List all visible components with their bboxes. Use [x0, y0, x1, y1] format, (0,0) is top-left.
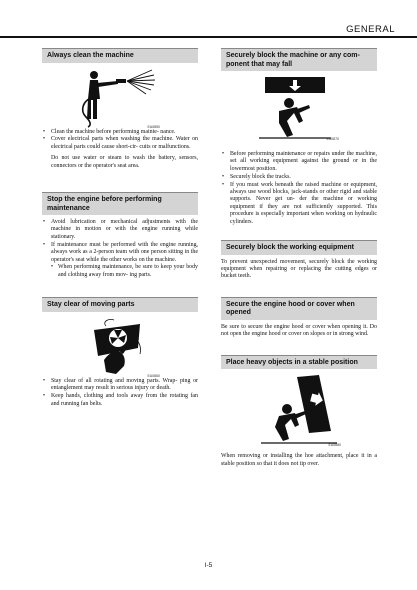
header-title: GENERAL — [346, 24, 395, 35]
bullet: • Stay clear of all rotating and moving parts. Wrap- ping or entanglement may result in serious injury or death. — [42, 378, 198, 393]
bullet: • Keep hands, clothing and tools away from the rotating fan and running fan belts. — [42, 393, 198, 408]
page-number: I-5 — [204, 562, 213, 569]
section-title: Place heavy objects in a stable position — [221, 355, 377, 370]
paragraph: To prevent unexpected movement, securely block the working equipment when repairing or replacing the cutting edges or bucket teeth. — [221, 258, 377, 280]
washing-figure — [80, 67, 160, 129]
section-title: Always clean the machine — [42, 48, 198, 63]
fan-hazard-icon — [80, 316, 160, 378]
washer-person-icon — [80, 67, 160, 129]
section-engine-hood — [221, 297, 377, 339]
fan-figure — [80, 316, 160, 378]
section-block-equipment — [221, 240, 377, 281]
figure-code: EA0850 — [147, 124, 160, 129]
bullet: • If maintenance must be performed with the engine running, always work as a 2-person team with one person sitting in the operator's seat while the other works on the machine. — [42, 242, 198, 264]
falling-load-icon — [259, 75, 339, 141]
section-title: Stop the engine before performing maintenance — [42, 192, 198, 215]
figure-code: EA0880 — [328, 443, 341, 448]
bullet: • If you must work beneath the raised machine or equipment, always use wood blocks, jack-stands or other rigid and stable supports. Never get un- der the machine or working equipment if they are not sufficiently supported. This procedure is especially important when working on hydraulic cylinders. — [221, 182, 377, 226]
tipping-object-icon — [257, 373, 341, 447]
left-column — [42, 48, 198, 412]
paragraph: Be sure to secure the engine hood or cover when opening it. Do not open the engine hood or cover on slopes or in strong wind. — [221, 323, 377, 338]
bullet: • Securely block the tracks. — [221, 174, 377, 181]
bullet: • Clean the machine before performing mainte- nance. — [42, 129, 198, 136]
note: Do not use water or steam to wash the battery, sensors, connectors or the operator's seat area. — [51, 155, 198, 169]
section-title: Securely block the working equipment — [221, 240, 377, 255]
bullet: • Cover electrical parts when washing the machine. Water on electrical parts could cause short-cir- cuits or malfunctions. — [42, 136, 198, 151]
figure-code: EA0870 — [326, 137, 339, 141]
section-title: Securely block the machine or any com- ponent that may fall — [221, 48, 377, 71]
section-moving-parts — [42, 297, 198, 408]
right-column — [221, 48, 377, 472]
figure-code: EA0860 — [147, 373, 160, 378]
section-stop-engine — [42, 192, 198, 279]
section-title: Secure the engine hood or cover when opened — [221, 297, 377, 320]
sub-bullet: • When performing maintenance, be sure to keep your body and clothing away from mov- ing parts. — [42, 264, 198, 279]
section-block-machine — [221, 48, 377, 226]
paragraph: When removing or installing the hoe attachment, place it in a stable position so that it does not tip over. — [221, 453, 377, 467]
bullet: • Avoid lubrication or mechanical adjustments with the machine in motion or with the engine running while stationary. — [42, 219, 198, 241]
header-rule — [0, 36, 417, 38]
section-clean-machine — [42, 48, 198, 170]
section-title: Stay clear of moving parts — [42, 297, 198, 312]
bullet: • Before performing maintenance or repairs under the machine, set all working equipment against the ground or in the lowermost position. — [221, 151, 377, 173]
heavy-object-figure — [257, 373, 341, 447]
falling-load-figure — [259, 75, 339, 141]
section-heavy-objects — [221, 355, 377, 468]
